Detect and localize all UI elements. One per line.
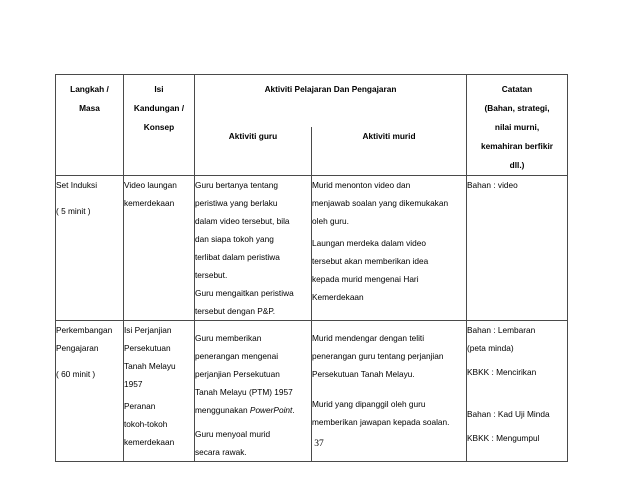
lesson-plan-table — [55, 74, 568, 462]
cell-catatan: Bahan : Lembaran (peta minda) KBKK : Mencirikan Bahan : Kad Uji Minda KBKK : Mengumpul — [467, 321, 568, 462]
cell-aktiviti-guru: Guru bertanya tentang peristiwa yang berlaku dalam video tersebut, bila dan siapa tokoh yang terlibat dalam peristiwa tersebut. Guru mengaitkan peristiwa tersebut dengan P&P. — [195, 176, 312, 321]
cell-aktiviti-murid: Murid mendengar dengan teliti penerangan guru tentang perjanjian Persekutuan Tanah Melayu. Murid yang dipanggil oleh guru memberikan jawapan kepada soalan. — [312, 321, 467, 462]
header-aktiviti-murid: Aktiviti murid — [312, 127, 467, 175]
page-number: 37 — [314, 439, 324, 449]
header-isi: Isi Kandungan / Konsep — [124, 75, 195, 176]
table-row — [56, 176, 568, 321]
cell-aktiviti-guru: Guru memberikan penerangan mengenai perjanjian Persekutuan Tanah Melayu (PTM) 1957 menggunakan PowerPoint. Guru menyoal murid secara rawak. — [195, 321, 312, 462]
cell-isi: Isi Perjanjian Persekutuan Tanah Melayu 1957 Peranan tokoh-tokoh kemerdekaan — [124, 321, 195, 462]
cell-langkah: Set Induksi ( 5 minit ) — [56, 176, 124, 321]
cell-aktiviti-murid: Murid menonton video dan menjawab soalan yang dikemukakan oleh guru. Laungan merdeka dalam video tersebut akan memberikan idea kepada murid mengenai Hari Kemerdekaan — [312, 176, 467, 321]
cell-langkah: Perkembangan Pengajaran ( 60 minit ) — [56, 321, 124, 462]
header-catatan: Catatan (Bahan, strategi, nilai murni, kemahiran berfikir dll.) — [467, 75, 568, 176]
cell-catatan: Bahan : video — [467, 176, 568, 321]
header-aktiviti: Aktiviti Pelajaran Dan Pengajaran — [195, 75, 467, 128]
cell-isi: Video laungan kemerdekaan — [124, 176, 195, 321]
header-aktiviti-guru: Aktiviti guru — [195, 127, 312, 175]
header-langkah: Langkah / Masa — [56, 75, 124, 176]
